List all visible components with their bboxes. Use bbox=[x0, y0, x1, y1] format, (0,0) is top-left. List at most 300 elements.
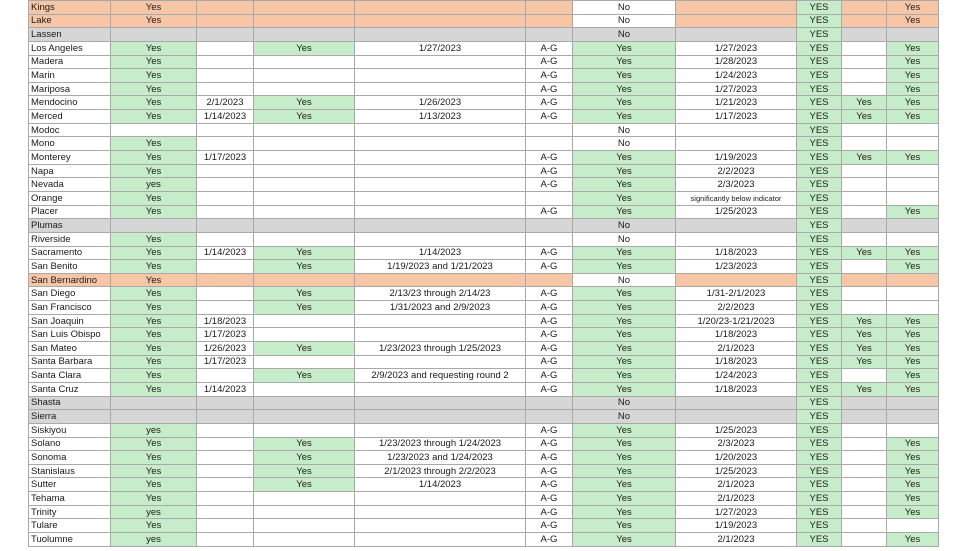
col3-cell[interactable]: Yes bbox=[254, 41, 355, 55]
col2-cell[interactable]: 1/14/2023 bbox=[197, 110, 254, 124]
col3-cell[interactable] bbox=[254, 178, 355, 192]
col1-cell[interactable] bbox=[111, 219, 197, 233]
col1-cell[interactable]: yes bbox=[111, 532, 197, 546]
col6-cell[interactable]: Yes bbox=[573, 451, 676, 465]
col9-cell[interactable] bbox=[842, 478, 887, 492]
county-cell[interactable]: Mendocino bbox=[29, 96, 111, 110]
col5-cell[interactable]: A-G bbox=[526, 41, 573, 55]
col2-cell[interactable] bbox=[197, 423, 254, 437]
col9-cell[interactable] bbox=[842, 55, 887, 69]
col10-cell[interactable]: Yes bbox=[887, 355, 939, 369]
col9-cell[interactable] bbox=[842, 205, 887, 219]
col8-cell[interactable]: YES bbox=[797, 232, 842, 246]
col2-cell[interactable] bbox=[197, 505, 254, 519]
col4-cell[interactable]: 1/23/2023 and 1/24/2023 bbox=[355, 451, 526, 465]
col8-cell[interactable]: YES bbox=[797, 328, 842, 342]
col6-cell[interactable]: Yes bbox=[573, 437, 676, 451]
col6-cell[interactable]: No bbox=[573, 396, 676, 410]
col3-cell[interactable] bbox=[254, 151, 355, 165]
col6-cell[interactable]: Yes bbox=[573, 505, 676, 519]
col3-cell[interactable]: Yes bbox=[254, 437, 355, 451]
col6-cell[interactable]: Yes bbox=[573, 82, 676, 96]
col7-cell[interactable]: 2/1/2023 bbox=[676, 532, 797, 546]
county-cell[interactable]: Merced bbox=[29, 110, 111, 124]
col9-cell[interactable]: Yes bbox=[842, 110, 887, 124]
col10-cell[interactable]: Yes bbox=[887, 382, 939, 396]
col1-cell[interactable]: Yes bbox=[111, 478, 197, 492]
col9-cell[interactable] bbox=[842, 464, 887, 478]
col8-cell[interactable]: YES bbox=[797, 532, 842, 546]
col2-cell[interactable] bbox=[197, 396, 254, 410]
col5-cell[interactable]: A-G bbox=[526, 492, 573, 506]
col10-cell[interactable] bbox=[887, 410, 939, 424]
col2-cell[interactable] bbox=[197, 301, 254, 315]
col7-cell[interactable]: 1/21/2023 bbox=[676, 96, 797, 110]
col7-cell[interactable] bbox=[676, 14, 797, 28]
col2-cell[interactable] bbox=[197, 519, 254, 533]
col3-cell[interactable] bbox=[254, 55, 355, 69]
col6-cell[interactable]: Yes bbox=[573, 532, 676, 546]
col8-cell[interactable]: YES bbox=[797, 301, 842, 315]
col8-cell[interactable]: YES bbox=[797, 205, 842, 219]
col7-cell[interactable] bbox=[676, 1, 797, 15]
col2-cell[interactable] bbox=[197, 478, 254, 492]
col1-cell[interactable]: Yes bbox=[111, 164, 197, 178]
col9-cell[interactable] bbox=[842, 369, 887, 383]
col4-cell[interactable] bbox=[355, 1, 526, 15]
col6-cell[interactable]: Yes bbox=[573, 96, 676, 110]
col8-cell[interactable]: YES bbox=[797, 314, 842, 328]
col3-cell[interactable] bbox=[254, 423, 355, 437]
col4-cell[interactable] bbox=[355, 28, 526, 42]
col1-cell[interactable]: Yes bbox=[111, 260, 197, 274]
col8-cell[interactable]: YES bbox=[797, 464, 842, 478]
col2-cell[interactable] bbox=[197, 273, 254, 287]
col4-cell[interactable]: 1/31/2023 and 2/9/2023 bbox=[355, 301, 526, 315]
col9-cell[interactable]: Yes bbox=[842, 151, 887, 165]
col3-cell[interactable] bbox=[254, 219, 355, 233]
col2-cell[interactable] bbox=[197, 205, 254, 219]
col2-cell[interactable] bbox=[197, 14, 254, 28]
col6-cell[interactable]: No bbox=[573, 28, 676, 42]
col3-cell[interactable] bbox=[254, 232, 355, 246]
col4-cell[interactable] bbox=[355, 410, 526, 424]
col10-cell[interactable] bbox=[887, 164, 939, 178]
col5-cell[interactable]: A-G bbox=[526, 96, 573, 110]
col1-cell[interactable]: Yes bbox=[111, 342, 197, 356]
col3-cell[interactable] bbox=[254, 492, 355, 506]
col8-cell[interactable]: YES bbox=[797, 492, 842, 506]
col5-cell[interactable]: A-G bbox=[526, 464, 573, 478]
col7-cell[interactable]: 1/18/2023 bbox=[676, 328, 797, 342]
col2-cell[interactable] bbox=[197, 492, 254, 506]
col3-cell[interactable] bbox=[254, 14, 355, 28]
col3-cell[interactable] bbox=[254, 123, 355, 137]
col10-cell[interactable] bbox=[887, 287, 939, 301]
col7-cell[interactable]: 1/25/2023 bbox=[676, 423, 797, 437]
col6-cell[interactable]: Yes bbox=[573, 69, 676, 83]
col6-cell[interactable]: Yes bbox=[573, 369, 676, 383]
col2-cell[interactable]: 1/26/2023 bbox=[197, 342, 254, 356]
col6-cell[interactable]: Yes bbox=[573, 342, 676, 356]
col7-cell[interactable]: 1/31-2/1/2023 bbox=[676, 287, 797, 301]
county-cell[interactable]: Sacramento bbox=[29, 246, 111, 260]
col10-cell[interactable]: Yes bbox=[887, 314, 939, 328]
col9-cell[interactable] bbox=[842, 178, 887, 192]
col10-cell[interactable] bbox=[887, 28, 939, 42]
col2-cell[interactable] bbox=[197, 464, 254, 478]
col9-cell[interactable] bbox=[842, 123, 887, 137]
col8-cell[interactable]: YES bbox=[797, 246, 842, 260]
col6-cell[interactable]: Yes bbox=[573, 382, 676, 396]
col1-cell[interactable]: Yes bbox=[111, 273, 197, 287]
county-cell[interactable]: Marin bbox=[29, 69, 111, 83]
col3-cell[interactable] bbox=[254, 519, 355, 533]
county-cell[interactable]: Nevada bbox=[29, 178, 111, 192]
col2-cell[interactable] bbox=[197, 369, 254, 383]
col8-cell[interactable]: YES bbox=[797, 287, 842, 301]
col8-cell[interactable]: YES bbox=[797, 423, 842, 437]
col8-cell[interactable]: YES bbox=[797, 69, 842, 83]
col1-cell[interactable]: Yes bbox=[111, 519, 197, 533]
col6-cell[interactable]: Yes bbox=[573, 41, 676, 55]
col3-cell[interactable]: Yes bbox=[254, 451, 355, 465]
col7-cell[interactable]: 1/18/2023 bbox=[676, 382, 797, 396]
col9-cell[interactable]: Yes bbox=[842, 314, 887, 328]
col7-cell[interactable]: 1/18/2023 bbox=[676, 355, 797, 369]
col4-cell[interactable]: 2/1/2023 through 2/2/2023 bbox=[355, 464, 526, 478]
col9-cell[interactable] bbox=[842, 492, 887, 506]
col4-cell[interactable] bbox=[355, 232, 526, 246]
col2-cell[interactable] bbox=[197, 178, 254, 192]
col7-cell[interactable]: 1/24/2023 bbox=[676, 369, 797, 383]
col6-cell[interactable]: Yes bbox=[573, 55, 676, 69]
col1-cell[interactable] bbox=[111, 396, 197, 410]
col5-cell[interactable] bbox=[526, 396, 573, 410]
col7-cell[interactable]: 1/20/2023 bbox=[676, 451, 797, 465]
col10-cell[interactable]: Yes bbox=[887, 205, 939, 219]
col7-cell[interactable] bbox=[676, 410, 797, 424]
col8-cell[interactable]: YES bbox=[797, 1, 842, 15]
col10-cell[interactable] bbox=[887, 396, 939, 410]
col5-cell[interactable]: A-G bbox=[526, 246, 573, 260]
col1-cell[interactable]: Yes bbox=[111, 69, 197, 83]
col7-cell[interactable] bbox=[676, 273, 797, 287]
col6-cell[interactable]: No bbox=[573, 137, 676, 151]
col6-cell[interactable]: No bbox=[573, 14, 676, 28]
col3-cell[interactable]: Yes bbox=[254, 260, 355, 274]
col8-cell[interactable]: YES bbox=[797, 437, 842, 451]
col5-cell[interactable]: A-G bbox=[526, 478, 573, 492]
col1-cell[interactable]: Yes bbox=[111, 437, 197, 451]
col7-cell[interactable]: 1/27/2023 bbox=[676, 41, 797, 55]
county-cell[interactable]: San Mateo bbox=[29, 342, 111, 356]
col10-cell[interactable] bbox=[887, 301, 939, 315]
col6-cell[interactable]: Yes bbox=[573, 191, 676, 205]
col5-cell[interactable]: A-G bbox=[526, 110, 573, 124]
col9-cell[interactable]: Yes bbox=[842, 246, 887, 260]
col4-cell[interactable] bbox=[355, 492, 526, 506]
col4-cell[interactable] bbox=[355, 178, 526, 192]
col10-cell[interactable]: Yes bbox=[887, 328, 939, 342]
col5-cell[interactable] bbox=[526, 410, 573, 424]
col4-cell[interactable] bbox=[355, 205, 526, 219]
col10-cell[interactable] bbox=[887, 519, 939, 533]
col10-cell[interactable] bbox=[887, 423, 939, 437]
col3-cell[interactable] bbox=[254, 396, 355, 410]
col9-cell[interactable] bbox=[842, 519, 887, 533]
col2-cell[interactable]: 1/14/2023 bbox=[197, 246, 254, 260]
col7-cell[interactable] bbox=[676, 232, 797, 246]
col7-cell[interactable]: 1/17/2023 bbox=[676, 110, 797, 124]
col8-cell[interactable]: YES bbox=[797, 410, 842, 424]
col1-cell[interactable]: Yes bbox=[111, 301, 197, 315]
col4-cell[interactable] bbox=[355, 314, 526, 328]
col4-cell[interactable] bbox=[355, 505, 526, 519]
col1-cell[interactable]: yes bbox=[111, 178, 197, 192]
col9-cell[interactable] bbox=[842, 69, 887, 83]
col2-cell[interactable] bbox=[197, 55, 254, 69]
col8-cell[interactable]: YES bbox=[797, 219, 842, 233]
col1-cell[interactable]: Yes bbox=[111, 464, 197, 478]
col4-cell[interactable] bbox=[355, 137, 526, 151]
col4-cell[interactable] bbox=[355, 423, 526, 437]
col8-cell[interactable]: YES bbox=[797, 342, 842, 356]
col9-cell[interactable] bbox=[842, 451, 887, 465]
col8-cell[interactable]: YES bbox=[797, 369, 842, 383]
col5-cell[interactable]: A-G bbox=[526, 205, 573, 219]
col6-cell[interactable]: Yes bbox=[573, 355, 676, 369]
col9-cell[interactable]: Yes bbox=[842, 328, 887, 342]
col1-cell[interactable]: Yes bbox=[111, 14, 197, 28]
col8-cell[interactable]: YES bbox=[797, 178, 842, 192]
col8-cell[interactable]: YES bbox=[797, 82, 842, 96]
col7-cell[interactable]: 1/19/2023 bbox=[676, 519, 797, 533]
col4-cell[interactable] bbox=[355, 219, 526, 233]
col9-cell[interactable] bbox=[842, 41, 887, 55]
col3-cell[interactable] bbox=[254, 382, 355, 396]
col3-cell[interactable]: Yes bbox=[254, 369, 355, 383]
col6-cell[interactable]: No bbox=[573, 232, 676, 246]
col3-cell[interactable] bbox=[254, 137, 355, 151]
col9-cell[interactable] bbox=[842, 410, 887, 424]
col2-cell[interactable] bbox=[197, 410, 254, 424]
col5-cell[interactable]: A-G bbox=[526, 505, 573, 519]
col9-cell[interactable] bbox=[842, 301, 887, 315]
county-cell[interactable]: Modoc bbox=[29, 123, 111, 137]
col5-cell[interactable] bbox=[526, 273, 573, 287]
col10-cell[interactable]: Yes bbox=[887, 14, 939, 28]
col3-cell[interactable] bbox=[254, 273, 355, 287]
county-cell[interactable]: Madera bbox=[29, 55, 111, 69]
col4-cell[interactable] bbox=[355, 82, 526, 96]
county-cell[interactable]: San Diego bbox=[29, 287, 111, 301]
col2-cell[interactable] bbox=[197, 191, 254, 205]
col6-cell[interactable]: Yes bbox=[573, 164, 676, 178]
col10-cell[interactable] bbox=[887, 219, 939, 233]
col7-cell[interactable]: 2/1/2023 bbox=[676, 342, 797, 356]
col3-cell[interactable] bbox=[254, 505, 355, 519]
col5-cell[interactable] bbox=[526, 191, 573, 205]
col7-cell[interactable] bbox=[676, 123, 797, 137]
col1-cell[interactable]: Yes bbox=[111, 451, 197, 465]
col2-cell[interactable]: 1/18/2023 bbox=[197, 314, 254, 328]
col4-cell[interactable] bbox=[355, 273, 526, 287]
col10-cell[interactable] bbox=[887, 123, 939, 137]
col10-cell[interactable]: Yes bbox=[887, 492, 939, 506]
col4-cell[interactable] bbox=[355, 123, 526, 137]
col5-cell[interactable]: A-G bbox=[526, 342, 573, 356]
col4-cell[interactable]: 1/26/2023 bbox=[355, 96, 526, 110]
col3-cell[interactable] bbox=[254, 191, 355, 205]
col2-cell[interactable] bbox=[197, 82, 254, 96]
col4-cell[interactable]: 1/14/2023 bbox=[355, 478, 526, 492]
county-cell[interactable]: Shasta bbox=[29, 396, 111, 410]
county-cell[interactable]: Monterey bbox=[29, 151, 111, 165]
col4-cell[interactable]: 2/13/23 through 2/14/23 bbox=[355, 287, 526, 301]
col10-cell[interactable]: Yes bbox=[887, 82, 939, 96]
col1-cell[interactable]: Yes bbox=[111, 41, 197, 55]
col7-cell[interactable]: 2/1/2023 bbox=[676, 492, 797, 506]
col4-cell[interactable] bbox=[355, 14, 526, 28]
col5-cell[interactable] bbox=[526, 28, 573, 42]
col3-cell[interactable] bbox=[254, 328, 355, 342]
col8-cell[interactable]: YES bbox=[797, 396, 842, 410]
col3-cell[interactable] bbox=[254, 410, 355, 424]
county-cell[interactable]: Placer bbox=[29, 205, 111, 219]
col1-cell[interactable]: Yes bbox=[111, 191, 197, 205]
county-cell[interactable]: Santa Cruz bbox=[29, 382, 111, 396]
col8-cell[interactable]: YES bbox=[797, 123, 842, 137]
col8-cell[interactable]: YES bbox=[797, 260, 842, 274]
col1-cell[interactable]: Yes bbox=[111, 82, 197, 96]
col1-cell[interactable]: Yes bbox=[111, 355, 197, 369]
col10-cell[interactable]: Yes bbox=[887, 55, 939, 69]
col8-cell[interactable]: YES bbox=[797, 519, 842, 533]
county-cell[interactable]: Orange bbox=[29, 191, 111, 205]
col5-cell[interactable]: A-G bbox=[526, 151, 573, 165]
col5-cell[interactable] bbox=[526, 232, 573, 246]
county-cell[interactable]: Napa bbox=[29, 164, 111, 178]
col6-cell[interactable]: Yes bbox=[573, 301, 676, 315]
county-cell[interactable]: Plumas bbox=[29, 219, 111, 233]
col9-cell[interactable] bbox=[842, 423, 887, 437]
col4-cell[interactable] bbox=[355, 355, 526, 369]
col9-cell[interactable] bbox=[842, 437, 887, 451]
col9-cell[interactable] bbox=[842, 1, 887, 15]
col2-cell[interactable] bbox=[197, 164, 254, 178]
col7-cell[interactable] bbox=[676, 396, 797, 410]
col8-cell[interactable]: YES bbox=[797, 505, 842, 519]
col1-cell[interactable]: Yes bbox=[111, 1, 197, 15]
col3-cell[interactable] bbox=[254, 82, 355, 96]
col4-cell[interactable]: 1/13/2023 bbox=[355, 110, 526, 124]
col6-cell[interactable]: Yes bbox=[573, 287, 676, 301]
county-cell[interactable]: Kings bbox=[29, 1, 111, 15]
county-cell[interactable]: Mariposa bbox=[29, 82, 111, 96]
col4-cell[interactable]: 1/19/2023 and 1/21/2023 bbox=[355, 260, 526, 274]
col9-cell[interactable]: Yes bbox=[842, 96, 887, 110]
col4-cell[interactable] bbox=[355, 55, 526, 69]
col8-cell[interactable]: YES bbox=[797, 41, 842, 55]
col2-cell[interactable] bbox=[197, 28, 254, 42]
col9-cell[interactable]: Yes bbox=[842, 342, 887, 356]
county-cell[interactable]: Santa Clara bbox=[29, 369, 111, 383]
col6-cell[interactable]: No bbox=[573, 410, 676, 424]
col4-cell[interactable]: 1/27/2023 bbox=[355, 41, 526, 55]
col9-cell[interactable] bbox=[842, 232, 887, 246]
col2-cell[interactable] bbox=[197, 69, 254, 83]
col2-cell[interactable]: 1/17/2023 bbox=[197, 151, 254, 165]
col1-cell[interactable]: yes bbox=[111, 505, 197, 519]
col7-cell[interactable]: 2/2/2023 bbox=[676, 301, 797, 315]
col9-cell[interactable] bbox=[842, 164, 887, 178]
col4-cell[interactable] bbox=[355, 151, 526, 165]
col8-cell[interactable]: YES bbox=[797, 137, 842, 151]
col8-cell[interactable]: YES bbox=[797, 478, 842, 492]
col6-cell[interactable]: No bbox=[573, 123, 676, 137]
col8-cell[interactable]: YES bbox=[797, 55, 842, 69]
col6-cell[interactable]: Yes bbox=[573, 260, 676, 274]
col6-cell[interactable]: Yes bbox=[573, 478, 676, 492]
col3-cell[interactable]: Yes bbox=[254, 342, 355, 356]
col8-cell[interactable]: YES bbox=[797, 110, 842, 124]
col2-cell[interactable] bbox=[197, 137, 254, 151]
col8-cell[interactable]: YES bbox=[797, 164, 842, 178]
col1-cell[interactable]: Yes bbox=[111, 246, 197, 260]
col10-cell[interactable] bbox=[887, 191, 939, 205]
col8-cell[interactable]: YES bbox=[797, 273, 842, 287]
county-cell[interactable]: Los Angeles bbox=[29, 41, 111, 55]
col10-cell[interactable] bbox=[887, 178, 939, 192]
col4-cell[interactable]: 1/23/2023 through 1/25/2023 bbox=[355, 342, 526, 356]
col9-cell[interactable] bbox=[842, 82, 887, 96]
col9-cell[interactable] bbox=[842, 260, 887, 274]
col9-cell[interactable]: Yes bbox=[842, 382, 887, 396]
col10-cell[interactable] bbox=[887, 137, 939, 151]
col3-cell[interactable]: Yes bbox=[254, 464, 355, 478]
col1-cell[interactable]: Yes bbox=[111, 232, 197, 246]
col5-cell[interactable]: A-G bbox=[526, 260, 573, 274]
col8-cell[interactable]: YES bbox=[797, 151, 842, 165]
col3-cell[interactable]: Yes bbox=[254, 287, 355, 301]
col2-cell[interactable]: 1/14/2023 bbox=[197, 382, 254, 396]
col9-cell[interactable] bbox=[842, 396, 887, 410]
col2-cell[interactable] bbox=[197, 41, 254, 55]
col10-cell[interactable]: Yes bbox=[887, 464, 939, 478]
col7-cell[interactable]: significantly below indicator bbox=[676, 191, 797, 205]
col2-cell[interactable] bbox=[197, 123, 254, 137]
col3-cell[interactable]: Yes bbox=[254, 110, 355, 124]
col1-cell[interactable]: Yes bbox=[111, 314, 197, 328]
col4-cell[interactable] bbox=[355, 69, 526, 83]
col10-cell[interactable]: Yes bbox=[887, 505, 939, 519]
col1-cell[interactable] bbox=[111, 28, 197, 42]
col6-cell[interactable]: Yes bbox=[573, 464, 676, 478]
col7-cell[interactable]: 1/19/2023 bbox=[676, 151, 797, 165]
county-cell[interactable]: Lake bbox=[29, 14, 111, 28]
county-cell[interactable]: Riverside bbox=[29, 232, 111, 246]
county-cell[interactable]: San Francisco bbox=[29, 301, 111, 315]
col5-cell[interactable] bbox=[526, 137, 573, 151]
county-cell[interactable]: San Bernardino bbox=[29, 273, 111, 287]
col10-cell[interactable]: Yes bbox=[887, 260, 939, 274]
col7-cell[interactable]: 1/28/2023 bbox=[676, 55, 797, 69]
county-cell[interactable]: San Joaquin bbox=[29, 314, 111, 328]
col6-cell[interactable]: Yes bbox=[573, 314, 676, 328]
col7-cell[interactable]: 1/20/23-1/21/2023 bbox=[676, 314, 797, 328]
col10-cell[interactable]: Yes bbox=[887, 451, 939, 465]
